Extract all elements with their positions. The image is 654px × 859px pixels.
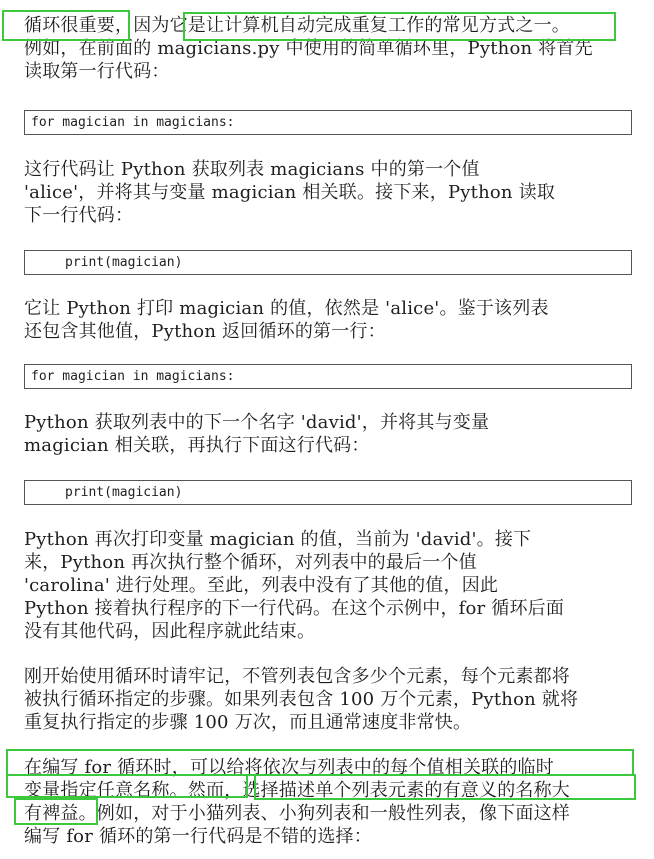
code-block-print: print(magician) [24,250,632,275]
text-line: 这行代码让 Python 获取列表 magicians 中的第一个值 [24,159,480,180]
paragraph-loop-importance [24,14,636,83]
text-line: 例如，在前面的 magicians.py 中使用的简单循环里，Python 将首先 [24,38,593,59]
text-line: Python 获取列表中的下一个名字 'david'，并将其与变量 [24,412,490,433]
text-line: 它让 Python 打印 magician 的值，依然是 'alice'。鉴于该列表 [24,298,549,319]
paragraph-print-alice [24,297,636,343]
text-line: Python 接着执行程序的下一行代码。在这个示例中，for 循环后面 [24,598,565,619]
text-line: Python 再次打印变量 magician 的值，当前为 'david'。接下 [24,529,532,550]
text-line: 'carolina' 进行处理。至此，列表中没有了其他的值，因此 [24,575,499,596]
text-line: 循环很重要，因为它是让计算机自动完成重复工作的常见方式之一。 [24,15,570,36]
text-line: 重复执行指定的步骤 100 万次，而且通常速度非常快。 [24,712,472,733]
text-line: 还包含其他值，Python 返回循环的第一行： [24,321,386,342]
text-line: 'alice'，并将其与变量 magician 相关联。接下来，Python 读取 [24,182,556,203]
text-line: 没有其他代码，因此程序就此结束。 [24,621,316,642]
text-line: 编写 for 循环的第一行代码是不错的选择： [24,826,372,847]
paragraph-remember [24,665,636,734]
code-block-for-loop: for magician in magicians: [24,110,632,135]
paragraph-variable-naming [24,756,636,848]
code-block-print: print(magician) [24,480,632,505]
text-line: 在编写 for 循环时，可以给将依次与列表中的每个值相关联的临时 [24,757,554,778]
text-line: 变量指定任意名称。然而，选择描述单个列表元素的有意义的名称大 [24,780,570,801]
text-line: 下一行代码： [24,205,134,226]
text-line: 读取第一行代码： [24,61,170,82]
text-line: 被执行循环指定的步骤。如果列表包含 100 万个元素，Python 就将 [24,689,579,710]
text-line: 来，Python 再次执行整个循环，对列表中的最后一个值 [24,552,477,573]
text-line: magician 相关联，再执行下面这行代码： [24,435,370,456]
code-block-for-loop: for magician in magicians: [24,364,632,389]
text-line: 刚开始使用循环时请牢记，不管列表包含多少个元素，每个元素都将 [24,666,570,687]
text-line: 有裨益。例如，对于小猫列表、小狗列表和一般性列表，像下面这样 [24,803,570,824]
paragraph-next-name [24,411,636,457]
paragraph-loop-end [24,528,636,643]
paragraph-first-value [24,158,636,227]
